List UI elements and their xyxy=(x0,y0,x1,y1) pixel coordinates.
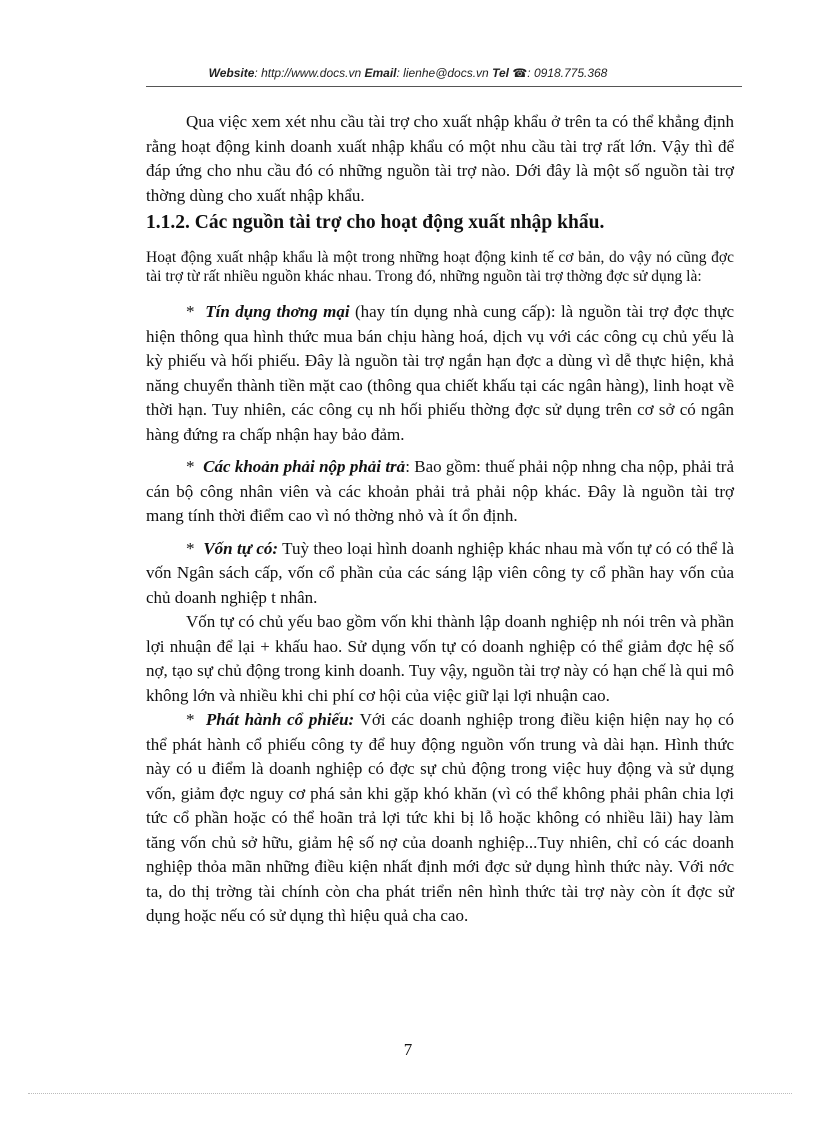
bullet-asterisk: * xyxy=(186,457,195,476)
phone-icon: ☎ xyxy=(512,66,528,80)
intro-paragraph: Qua việc xem xét nhu cầu tài trợ cho xuất nhập khẩu ở trên ta có thể khẳng định rằng hoạt động kinh doanh xuất nhập khẩu có một nhu cầu tài trợ rất lớn. Vậy thì để đáp ứng cho nhu cầu đó có những nguồn tài trợ nào. Dới đây là một số nguồn tài trợ thờng dùng cho xuất nhập khẩu. xyxy=(146,112,734,205)
item-trade-credit xyxy=(146,300,734,447)
section-heading: 1.1.2. Các nguồn tài trợ cho hoạt động xuất nhập khẩu. xyxy=(146,212,605,233)
page-bottom-border xyxy=(28,1093,792,1094)
item-text: (hay tín dụng nhà cung cấp): là nguồn tài trợ đợc thực hiện thông qua hình thức mua bán chịu hàng hoá, dịch vụ với các công cụ chủ yếu là kỳ phiếu và hối phiếu. Đây là nguồn tài trợ ngắn hạn đợc a dùng vì dễ thực hiện, khả năng chuyển thành tiền mặt cao (thông qua chiết khấu tại các ngân hàng), linh hoạt về thời hạn. Tuy nhiên, các công cụ nh hối phiếu thờng đợc sử dụng trên cơ sở có ngân hàng đứng ra chấp nhận hay bảo đảm. xyxy=(146,302,734,444)
email-label: Email xyxy=(364,66,397,80)
item-text: : Bao gồm: thuế phải nộp nhng cha nộp, phải trả cán bộ công nhân viên và các khoản phải trả phải nộp khác. Đây là nguồn tài trợ mang tính thời điểm cao vì nó thờng nhỏ và ít ổn định. xyxy=(146,457,734,525)
item-own-capital xyxy=(146,537,734,611)
item-text: Tuỳ theo loại hình doanh nghiệp khác nhau mà vốn tự có có thể là vốn Ngân sách cấp, vốn cổ phần của các sáng lập viên công ty cổ phần hay vốn của chủ doanh nghiệp t nhân. xyxy=(146,538,734,607)
bullet-asterisk: * xyxy=(186,710,195,729)
item-text: Với các doanh nghiệp trong điều kiện hiện nay họ có thể phát hành cổ phiếu công ty để huy động nguồn vốn trung và dài hạn. Hình thức này có u điểm là doanh nghiệp có đợc sự chủ động trong việc huy động và sử dụng vốn, giảm đợc nguy cơ phá sản khi gặp khó khăn (vì có thể không phải phân chia lợi tức cổ phần hoặc có thể hoãn trả lợi tức khi bị lỗ hoặc không có nhiều lãi) hay làm tăng vốn chủ sở hữu, giảm hệ số nợ của doanh nghiệp...Tuy nhiên, chỉ có các doanh nghiệp thỏa mãn những điều kiện nhất định mới đợc sử dụng hình thức này. Với nớc ta, do thị trờng tài chính còn cha phát triển nên hình thức tài trợ này còn ít đợc sử dụng hoặc nếu có sử dụng thì hiệu quả cha cao. xyxy=(146,710,735,925)
item-payables xyxy=(146,455,734,529)
own-capital-continued: Vốn tự có chủ yếu bao gồm vốn khi thành lập doanh nghiệp nh nói trên và phần lợi nhuận để lại + khấu hao. Sử dụng vốn tự có doanh nghiệp có thể giảm đợc hệ số nợ, tạo sự chủ động trong kinh doanh. Tuy vậy, nguồn tài trợ này có hạn chế là qui mô không lớn và nhiều khi chi phí cơ hội của việc giữ lại lợi nhuận cao. xyxy=(146,612,734,705)
tel-value: : 0918.775.368 xyxy=(527,66,608,80)
header-divider xyxy=(146,86,742,87)
page-header xyxy=(0,66,816,80)
website-label: Website xyxy=(208,66,255,80)
bullet-asterisk: * xyxy=(186,538,195,558)
tel-label: Tel xyxy=(492,66,509,80)
item-share-issue xyxy=(146,708,734,929)
term-trade-credit: Tín dụng thơng mại xyxy=(205,302,350,321)
page-number: 7 xyxy=(403,1040,413,1059)
bullet-asterisk: * xyxy=(186,302,195,321)
term-share-issue: Phát hành cổ phiếu: xyxy=(205,710,355,729)
term-own-capital: Vốn tự có: xyxy=(203,538,279,558)
term-payables: Các khoản phải nộp phải trả xyxy=(203,457,406,476)
email-value[interactable]: : lienhe@docs.vn xyxy=(396,66,489,80)
document-body xyxy=(146,110,734,929)
lead-paragraph: Hoạt động xuất nhập khẩu là một trong những hoạt động kinh tế cơ bản, do vậy nó cũng đợc tài trợ từ rất nhiều nguồn khác nhau. Trong đó, những nguồn tài trợ thờng đợc sử dụng là: xyxy=(146,249,734,285)
website-value[interactable]: : http://www.docs.vn xyxy=(254,66,362,80)
